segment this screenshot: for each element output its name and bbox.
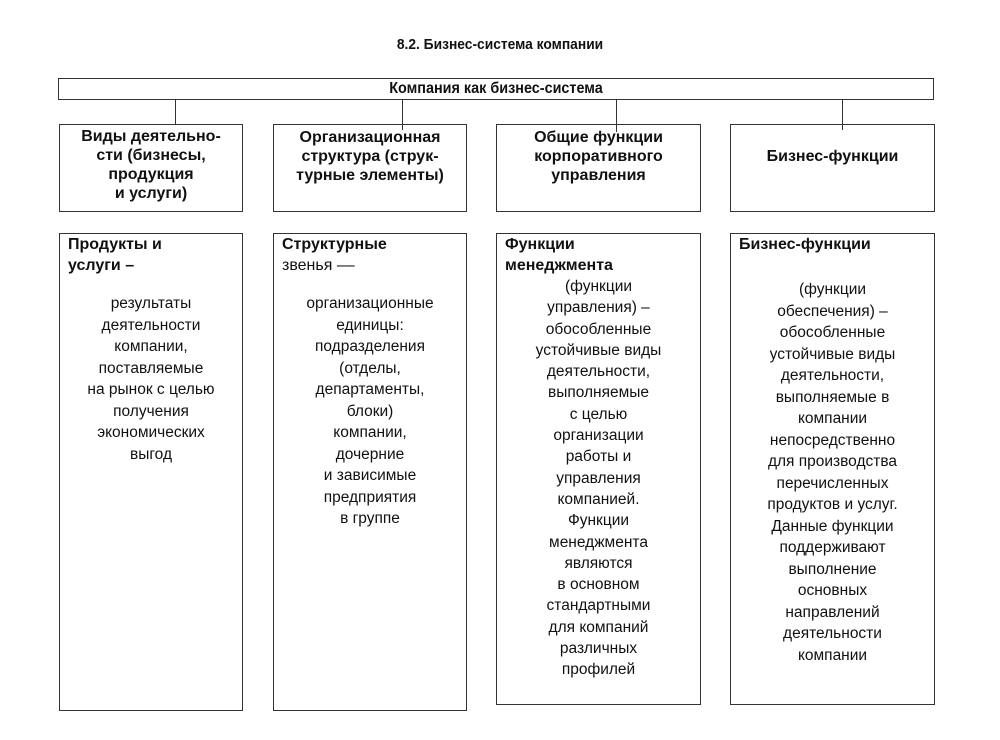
body-line: департаменты,: [315, 381, 425, 398]
body-line: компании: [797, 646, 868, 664]
body-line: выгод: [129, 445, 172, 463]
header-box-activities: [59, 124, 243, 212]
lead-line: Структурные: [282, 236, 387, 253]
header-line: управления: [551, 167, 646, 184]
body-line: устойчивые виды: [769, 345, 896, 363]
body-line: компании,: [333, 424, 407, 441]
body-line: подразделения: [315, 338, 425, 355]
body-box-structural-units: [273, 233, 467, 711]
body-line: направлений: [785, 603, 880, 621]
body-line: компании,: [114, 338, 188, 355]
body-lead: [731, 234, 934, 255]
body-line: с целью: [569, 405, 628, 423]
body-line: результаты: [110, 295, 192, 312]
body-line: (функции: [798, 281, 867, 298]
body-line: предприятия: [323, 488, 417, 506]
header-line: продукция: [108, 166, 194, 183]
body-line: дочерние: [335, 445, 405, 463]
body-line: для компаний: [548, 618, 649, 636]
body-line: обособленные: [779, 324, 886, 341]
body-line: управления: [556, 469, 641, 487]
lead-line: Функции: [505, 236, 575, 253]
body-line: компании: [797, 410, 868, 427]
body-line: выполняемые: [547, 384, 650, 402]
body-line: профилей: [561, 661, 636, 679]
lead-line: Продукты и: [68, 236, 162, 253]
body-line: деятельности,: [546, 363, 651, 381]
body-line: деятельности: [101, 316, 201, 334]
body-line: (отделы,: [339, 359, 401, 377]
body-line: работы и: [565, 448, 632, 466]
body-line: компанией.: [557, 490, 640, 508]
header-line: Виды деятельно-: [81, 128, 221, 145]
body-text: [497, 276, 700, 681]
body-text: [60, 293, 242, 465]
body-lead: [60, 234, 242, 276]
body-line: обособленные: [545, 320, 652, 338]
header-line: корпоративного: [534, 148, 663, 165]
lead-line: менеджмента: [505, 257, 613, 274]
body-line: деятельности: [783, 625, 882, 642]
body-line: в основном: [557, 576, 640, 594]
body-line: перечисленных: [776, 474, 889, 492]
header-box-corporate-governance: [496, 124, 701, 212]
body-line: в группе: [340, 510, 400, 527]
body-line: деятельности,: [780, 367, 885, 384]
body-line: устойчивые виды: [535, 341, 662, 359]
company-business-system-box: [58, 78, 934, 100]
body-text: [274, 293, 466, 530]
body-line: поддерживают: [779, 539, 886, 556]
header-line: Общие функции: [534, 129, 663, 146]
header-box-org-structure: [273, 124, 467, 212]
body-line: Функции: [567, 512, 630, 530]
body-line: выполняемые в: [775, 388, 890, 406]
body-line: (функции: [564, 278, 633, 295]
body-line: поставляемые: [98, 359, 204, 377]
body-line: Данные функции: [771, 517, 894, 535]
body-line: организационные: [306, 295, 434, 312]
body-box-business-functions: [730, 233, 935, 705]
body-line: обеспечения) –: [777, 302, 888, 320]
header-line: и услуги): [114, 185, 188, 202]
body-lead: [497, 234, 700, 276]
lead-line: звенья ––: [282, 257, 355, 274]
body-line: менеджмента: [549, 533, 648, 551]
body-box-products: [59, 233, 243, 711]
lead-line: Бизнес-функции: [739, 236, 871, 253]
body-line: основных: [797, 582, 868, 599]
body-line: для производства: [767, 453, 898, 470]
header-line: структура (струк-: [301, 148, 439, 165]
body-lead: [274, 234, 466, 276]
body-line: стандартными: [546, 597, 651, 615]
body-line: продуктов и услуг.: [767, 496, 898, 513]
body-line: организации: [553, 427, 644, 445]
company-business-system-label: Компания как бизнес-система: [389, 80, 603, 97]
body-text: [731, 279, 934, 666]
header-line: Бизнес-функции: [766, 148, 899, 165]
body-line: непосредственно: [769, 431, 896, 449]
body-line: различных: [559, 640, 638, 658]
header-line: турные элементы): [296, 167, 444, 184]
body-line: являются: [564, 554, 633, 572]
header-box-business-functions: [730, 124, 935, 212]
body-box-management-functions: [496, 233, 701, 705]
header-line: Организационная: [299, 129, 441, 146]
body-line: единицы:: [336, 316, 404, 334]
connector-line: [175, 100, 176, 124]
body-line: управления) –: [547, 299, 650, 317]
body-line: выполнение: [788, 560, 877, 578]
body-line: на рынок с целью: [87, 381, 215, 398]
body-line: экономических: [97, 424, 205, 441]
body-line: и зависимые: [323, 467, 417, 484]
body-line: блоки): [346, 402, 394, 420]
body-line: получения: [113, 402, 189, 420]
header-line: сти (бизнесы,: [96, 147, 206, 164]
diagram-title: 8.2. Бизнес-система компании: [396, 36, 604, 53]
lead-line: услуги –: [68, 257, 135, 274]
